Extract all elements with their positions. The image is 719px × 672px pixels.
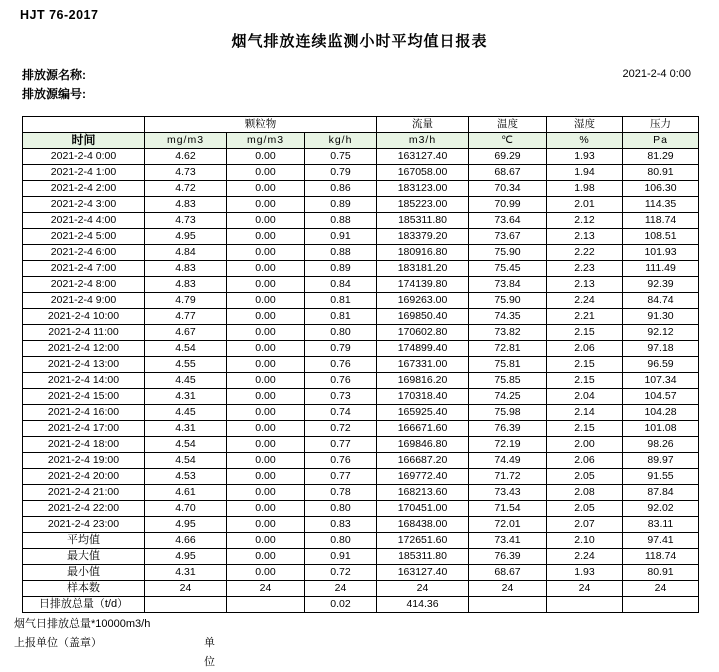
cell-value: 0.00 — [227, 405, 305, 421]
unit-label: 单位 — [204, 637, 215, 668]
table-row — [23, 341, 699, 357]
table-row — [23, 197, 699, 213]
report-datetime: 2021-2-4 0:00 — [622, 68, 691, 80]
cell-value: 2.05 — [547, 469, 623, 485]
cell-value: 0.78 — [305, 485, 377, 501]
cell-value: 4.53 — [145, 469, 227, 485]
table-row — [23, 469, 699, 485]
cell-value: 4.31 — [145, 389, 227, 405]
page-title: 烟气排放连续监测小时平均值日报表 — [231, 33, 488, 50]
cell-value: 163127.40 — [377, 149, 469, 165]
header-flow: 流量 — [377, 117, 469, 133]
cell-time: 2021-2-4 17:00 — [23, 421, 145, 437]
cell-value: 0.00 — [227, 469, 305, 485]
cell-value: 92.39 — [623, 277, 699, 293]
cell-value: 2.15 — [547, 373, 623, 389]
footer-note-line: 烟气日排放总量*10000m3/h — [14, 618, 151, 630]
cell-value: 2.15 — [547, 357, 623, 373]
cell-value: 0.00 — [227, 565, 305, 581]
cell-value: 0.00 — [227, 533, 305, 549]
cell-value: 414.36 — [377, 597, 469, 613]
cell-value: 0.00 — [227, 277, 305, 293]
cell-value: 2.00 — [547, 437, 623, 453]
cell-value: 0.72 — [305, 421, 377, 437]
cell-value: 24 — [469, 581, 547, 597]
cell-value: 2.04 — [547, 389, 623, 405]
cell-time: 2021-2-4 2:00 — [23, 181, 145, 197]
cell-value: 4.45 — [145, 373, 227, 389]
cell-value: 92.12 — [623, 325, 699, 341]
cell-value: 4.54 — [145, 437, 227, 453]
cell-value: 0.00 — [227, 341, 305, 357]
table-row — [23, 453, 699, 469]
cell-value: 0.75 — [305, 149, 377, 165]
cell-value: 174139.80 — [377, 277, 469, 293]
cell-value: 104.28 — [623, 405, 699, 421]
cell-value: 0.91 — [305, 549, 377, 565]
cell-value: 111.49 — [623, 261, 699, 277]
cell-value: 0.79 — [305, 341, 377, 357]
cell-value: 0.00 — [227, 181, 305, 197]
header-blank — [23, 117, 145, 133]
cell-time: 2021-2-4 0:00 — [23, 149, 145, 165]
cell-value: 75.81 — [469, 357, 547, 373]
cell-value: 118.74 — [623, 213, 699, 229]
cell-value: 0.00 — [227, 373, 305, 389]
cell-value: 2.13 — [547, 277, 623, 293]
cell-value: 73.82 — [469, 325, 547, 341]
table-row — [23, 405, 699, 421]
cell-value: 92.02 — [623, 501, 699, 517]
cell-value: 2.06 — [547, 341, 623, 357]
cell-value: 185311.80 — [377, 213, 469, 229]
cell-time: 2021-2-4 22:00 — [23, 501, 145, 517]
table-row — [23, 229, 699, 245]
cell-time: 2021-2-4 9:00 — [23, 293, 145, 309]
cell-value: 169850.40 — [377, 309, 469, 325]
cell-value: 0.00 — [227, 485, 305, 501]
cell-value: 165925.40 — [377, 405, 469, 421]
cell-value: 0.81 — [305, 293, 377, 309]
cell-time: 2021-2-4 3:00 — [23, 197, 145, 213]
cell-value: 70.34 — [469, 181, 547, 197]
cell-value — [623, 597, 699, 613]
cell-time: 2021-2-4 4:00 — [23, 213, 145, 229]
summary-label: 日排放总量（t/d） — [23, 597, 145, 613]
cell-value: 0.00 — [227, 389, 305, 405]
cell-value: 4.70 — [145, 501, 227, 517]
summary-row-average — [23, 533, 699, 549]
cell-value: 75.98 — [469, 405, 547, 421]
cell-value: 172651.60 — [377, 533, 469, 549]
table-row — [23, 165, 699, 181]
cell-value: 170602.80 — [377, 325, 469, 341]
cell-value: 4.95 — [145, 229, 227, 245]
table-row — [23, 421, 699, 437]
cell-value: 2.13 — [547, 229, 623, 245]
cell-value: 107.34 — [623, 373, 699, 389]
cell-value: 0.91 — [305, 229, 377, 245]
cell-value: 1.93 — [547, 149, 623, 165]
table-row — [23, 485, 699, 501]
table-header-row — [23, 117, 699, 133]
cell-time: 2021-2-4 20:00 — [23, 469, 145, 485]
unit-flow: m3/h — [377, 133, 469, 149]
cell-value: 75.85 — [469, 373, 547, 389]
cell-value: 4.73 — [145, 165, 227, 181]
cell-value: 185311.80 — [377, 549, 469, 565]
cell-value: 72.19 — [469, 437, 547, 453]
cell-value: 0.81 — [305, 309, 377, 325]
cell-value: 24 — [145, 581, 227, 597]
cell-value: 183181.20 — [377, 261, 469, 277]
cell-value: 24 — [305, 581, 377, 597]
cell-value: 101.08 — [623, 421, 699, 437]
cell-value: 74.49 — [469, 453, 547, 469]
cell-value: 73.64 — [469, 213, 547, 229]
cell-value: 4.83 — [145, 277, 227, 293]
cell-value: 0.77 — [305, 437, 377, 453]
table-row — [23, 277, 699, 293]
cell-value: 0.00 — [227, 229, 305, 245]
cell-value: 89.97 — [623, 453, 699, 469]
cell-value: 68.67 — [469, 565, 547, 581]
cell-value: 4.73 — [145, 213, 227, 229]
cell-time: 2021-2-4 6:00 — [23, 245, 145, 261]
cell-time: 2021-2-4 8:00 — [23, 277, 145, 293]
cell-value: 0.00 — [227, 245, 305, 261]
cell-value: 91.30 — [623, 309, 699, 325]
cell-value: 98.26 — [623, 437, 699, 453]
cell-value: 0.00 — [227, 501, 305, 517]
cell-value: 4.31 — [145, 421, 227, 437]
source-meta — [22, 66, 86, 104]
cell-value: 0.88 — [305, 213, 377, 229]
cell-value: 2.24 — [547, 293, 623, 309]
cell-value — [227, 597, 305, 613]
cell-value: 4.54 — [145, 453, 227, 469]
unit-humidity: % — [547, 133, 623, 149]
summary-row-min — [23, 565, 699, 581]
cell-value: 76.39 — [469, 549, 547, 565]
cell-value: 2.22 — [547, 245, 623, 261]
cell-value: 163127.40 — [377, 565, 469, 581]
cell-value: 0.89 — [305, 197, 377, 213]
source-code-label: 排放源编号: — [22, 87, 86, 101]
cell-value: 71.54 — [469, 501, 547, 517]
cell-value: 0.86 — [305, 181, 377, 197]
summary-label: 样本数 — [23, 581, 145, 597]
cell-value: 169816.20 — [377, 373, 469, 389]
cell-value: 73.84 — [469, 277, 547, 293]
cell-value: 0.76 — [305, 357, 377, 373]
cell-value: 4.84 — [145, 245, 227, 261]
cell-value: 84.74 — [623, 293, 699, 309]
cell-time: 2021-2-4 18:00 — [23, 437, 145, 453]
cell-value: 4.95 — [145, 517, 227, 533]
cell-value: 2.24 — [547, 549, 623, 565]
cell-value: 4.55 — [145, 357, 227, 373]
unit-time: 时间 — [23, 133, 145, 149]
cell-value: 71.72 — [469, 469, 547, 485]
cell-value: 108.51 — [623, 229, 699, 245]
cell-value: 0.89 — [305, 261, 377, 277]
cell-value: 70.99 — [469, 197, 547, 213]
cell-value: 174899.40 — [377, 341, 469, 357]
cell-value: 0.73 — [305, 389, 377, 405]
cell-value: 169263.00 — [377, 293, 469, 309]
cell-value: 24 — [227, 581, 305, 597]
cell-value: 0.00 — [227, 421, 305, 437]
cell-time: 2021-2-4 16:00 — [23, 405, 145, 421]
cell-value: 2.21 — [547, 309, 623, 325]
cell-value: 106.30 — [623, 181, 699, 197]
cell-value: 185223.00 — [377, 197, 469, 213]
cell-value — [547, 597, 623, 613]
cell-value: 2.15 — [547, 325, 623, 341]
cell-value: 0.00 — [227, 437, 305, 453]
cell-value: 183379.20 — [377, 229, 469, 245]
cell-value: 2.01 — [547, 197, 623, 213]
table-row — [23, 517, 699, 533]
table-row — [23, 261, 699, 277]
cell-value: 97.18 — [623, 341, 699, 357]
cell-value: 97.41 — [623, 533, 699, 549]
cell-value: 0.88 — [305, 245, 377, 261]
cell-value: 4.66 — [145, 533, 227, 549]
footer-signature-line — [14, 634, 215, 668]
cell-value: 2.12 — [547, 213, 623, 229]
cell-value: 2.15 — [547, 421, 623, 437]
header-particulate: 颗粒物 — [145, 117, 377, 133]
cell-value: 0.80 — [305, 325, 377, 341]
standard-code: HJT 76-2017 — [20, 8, 99, 22]
table-row — [23, 389, 699, 405]
cell-value: 168213.60 — [377, 485, 469, 501]
cell-time: 2021-2-4 14:00 — [23, 373, 145, 389]
header-pressure: 压力 — [623, 117, 699, 133]
cell-time: 2021-2-4 7:00 — [23, 261, 145, 277]
reporting-unit-label: 上报单位（盖章） — [14, 637, 102, 649]
cell-value: 0.80 — [305, 501, 377, 517]
cell-value: 0.72 — [305, 565, 377, 581]
unit-temperature: ℃ — [469, 133, 547, 149]
table-row — [23, 293, 699, 309]
cell-value: 74.35 — [469, 309, 547, 325]
cell-value: 0.74 — [305, 405, 377, 421]
cell-value: 0.00 — [227, 293, 305, 309]
table-row — [23, 181, 699, 197]
cell-value: 0.02 — [305, 597, 377, 613]
cell-value: 4.72 — [145, 181, 227, 197]
cell-value: 4.79 — [145, 293, 227, 309]
cell-value: 169846.80 — [377, 437, 469, 453]
cell-value: 4.45 — [145, 405, 227, 421]
cell-value: 76.39 — [469, 421, 547, 437]
footer-notes — [14, 615, 215, 668]
cell-value: 183123.00 — [377, 181, 469, 197]
cell-value: 0.00 — [227, 213, 305, 229]
cell-value: 0.00 — [227, 357, 305, 373]
summary-label: 最大值 — [23, 549, 145, 565]
table-unit-row — [23, 133, 699, 149]
cell-value: 166687.20 — [377, 453, 469, 469]
cell-value — [469, 597, 547, 613]
unit-particulate-conc: mg/m3 — [145, 133, 227, 149]
table-row — [23, 325, 699, 341]
cell-value: 2.10 — [547, 533, 623, 549]
cell-value: 0.00 — [227, 197, 305, 213]
cell-value: 0.00 — [227, 517, 305, 533]
cell-time: 2021-2-4 13:00 — [23, 357, 145, 373]
cell-value: 24 — [623, 581, 699, 597]
cell-value: 83.11 — [623, 517, 699, 533]
cell-value: 167331.00 — [377, 357, 469, 373]
cell-value: 4.83 — [145, 261, 227, 277]
cell-value: 0.77 — [305, 469, 377, 485]
cell-value — [145, 597, 227, 613]
unit-particulate-std: mg/m3 — [227, 133, 305, 149]
cell-value: 0.84 — [305, 277, 377, 293]
cell-value: 4.67 — [145, 325, 227, 341]
cell-time: 2021-2-4 21:00 — [23, 485, 145, 501]
cell-value: 170451.00 — [377, 501, 469, 517]
cell-value: 166671.60 — [377, 421, 469, 437]
cell-value: 2.05 — [547, 501, 623, 517]
source-name-label: 排放源名称: — [22, 68, 86, 82]
cell-value: 1.94 — [547, 165, 623, 181]
cell-value: 4.95 — [145, 549, 227, 565]
cell-value: 0.83 — [305, 517, 377, 533]
cell-value: 0.79 — [305, 165, 377, 181]
cell-value: 72.81 — [469, 341, 547, 357]
cell-value: 104.57 — [623, 389, 699, 405]
unit-pressure: Pa — [623, 133, 699, 149]
cell-value: 4.77 — [145, 309, 227, 325]
cell-time: 2021-2-4 15:00 — [23, 389, 145, 405]
cell-value: 0.00 — [227, 165, 305, 181]
cell-value: 0.00 — [227, 261, 305, 277]
cell-value: 72.01 — [469, 517, 547, 533]
table-row — [23, 357, 699, 373]
cell-value: 0.76 — [305, 453, 377, 469]
cell-time: 2021-2-4 12:00 — [23, 341, 145, 357]
cell-value: 0.00 — [227, 149, 305, 165]
cell-value: 73.67 — [469, 229, 547, 245]
cell-value: 180916.80 — [377, 245, 469, 261]
summary-label: 最小值 — [23, 565, 145, 581]
cell-value: 101.93 — [623, 245, 699, 261]
cell-time: 2021-2-4 5:00 — [23, 229, 145, 245]
table-row — [23, 437, 699, 453]
cell-value: 118.74 — [623, 549, 699, 565]
cell-value: 4.61 — [145, 485, 227, 501]
cell-value: 2.07 — [547, 517, 623, 533]
cell-value: 2.06 — [547, 453, 623, 469]
cell-value: 4.62 — [145, 149, 227, 165]
cell-value: 73.43 — [469, 485, 547, 501]
cell-value: 24 — [547, 581, 623, 597]
summary-row-count — [23, 581, 699, 597]
cell-value: 0.00 — [227, 325, 305, 341]
unit-particulate-rate: kg/h — [305, 133, 377, 149]
cell-value: 81.29 — [623, 149, 699, 165]
cell-time: 2021-2-4 1:00 — [23, 165, 145, 181]
header-temperature: 温度 — [469, 117, 547, 133]
table-row — [23, 373, 699, 389]
summary-label: 平均值 — [23, 533, 145, 549]
header-humidity: 湿度 — [547, 117, 623, 133]
cell-value: 80.91 — [623, 165, 699, 181]
cell-value: 170318.40 — [377, 389, 469, 405]
table-row — [23, 309, 699, 325]
cell-value: 168438.00 — [377, 517, 469, 533]
cell-value: 1.93 — [547, 565, 623, 581]
cell-value: 0.76 — [305, 373, 377, 389]
cell-value: 24 — [377, 581, 469, 597]
cell-value: 68.67 — [469, 165, 547, 181]
cell-value: 1.98 — [547, 181, 623, 197]
cell-value: 80.91 — [623, 565, 699, 581]
cell-value: 4.54 — [145, 341, 227, 357]
cell-value: 4.31 — [145, 565, 227, 581]
cell-value: 2.23 — [547, 261, 623, 277]
cell-value: 2.14 — [547, 405, 623, 421]
cell-value: 0.80 — [305, 533, 377, 549]
cell-value: 0.00 — [227, 309, 305, 325]
cell-value: 75.90 — [469, 245, 547, 261]
cell-value: 96.59 — [623, 357, 699, 373]
cell-time: 2021-2-4 23:00 — [23, 517, 145, 533]
cell-value: 75.45 — [469, 261, 547, 277]
cell-time: 2021-2-4 10:00 — [23, 309, 145, 325]
cell-value: 74.25 — [469, 389, 547, 405]
summary-row-max — [23, 549, 699, 565]
table-row — [23, 213, 699, 229]
cell-value: 91.55 — [623, 469, 699, 485]
summary-row-daily-total — [23, 597, 699, 613]
cell-value: 0.00 — [227, 453, 305, 469]
cell-time: 2021-2-4 19:00 — [23, 453, 145, 469]
cell-value: 167058.00 — [377, 165, 469, 181]
cell-value: 114.35 — [623, 197, 699, 213]
table-row — [23, 149, 699, 165]
cell-value: 87.84 — [623, 485, 699, 501]
cell-value: 75.90 — [469, 293, 547, 309]
cell-value: 69.29 — [469, 149, 547, 165]
cell-value: 0.00 — [227, 549, 305, 565]
emission-report-table — [22, 116, 699, 613]
table-row — [23, 501, 699, 517]
cell-value: 2.08 — [547, 485, 623, 501]
table-row — [23, 245, 699, 261]
cell-value: 4.83 — [145, 197, 227, 213]
cell-time: 2021-2-4 11:00 — [23, 325, 145, 341]
cell-value: 73.41 — [469, 533, 547, 549]
cell-value: 169772.40 — [377, 469, 469, 485]
